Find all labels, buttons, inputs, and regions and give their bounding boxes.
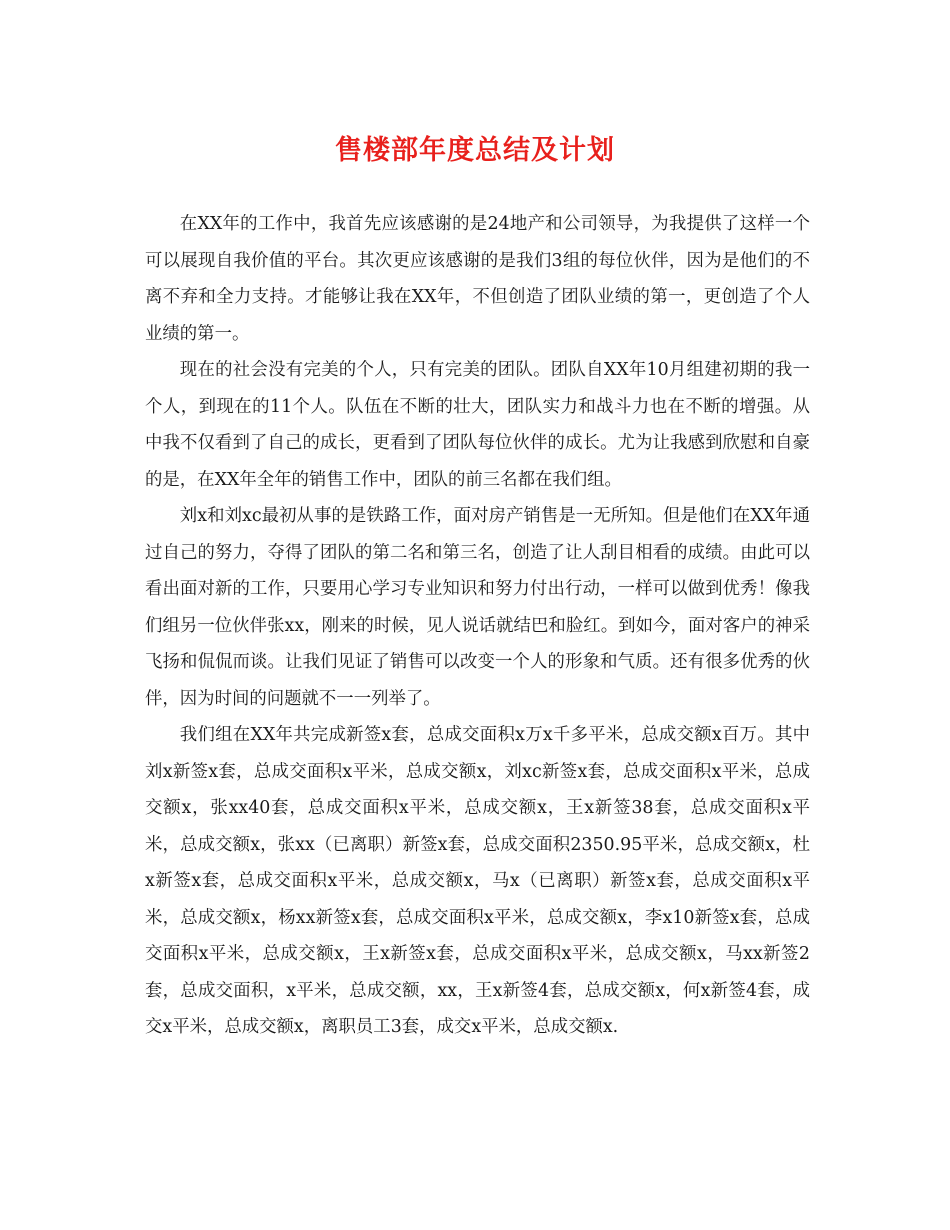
paragraph-team-members: 刘x和刘xc最初从事的是铁路工作，面对房产销售是一无所知。但是他们在XX年通过自己的努力，夺得了团队的第二名和第三名，创造了让人刮目相看的成绩。由此可以看出面对新的工作，只要用心学习专业知识和努力付出行动，一样可以做到优秀！像我们组另一位伙伴张xx，刚来的时候，见人说话就结巴和脸红。到如今，面对客户的神采飞扬和侃侃而谈。让我们见证了销售可以改变一个人的形象和气质。还有很多优秀的伙伴，因为时间的问题就不一一列举了。: [145, 506, 810, 709]
document-title: 售楼部年度总结及计划: [335, 135, 615, 166]
paragraph-acknowledgement: 在XX年的工作中，我首先应该感谢的是24地产和公司领导，为我提供了这样一个可以展现自我价值的平台。其次更应该感谢的是我们3组的每位伙伴，因为是他们的不离不弃和全力支持。才能够让我在XX年，不但创造了团队业绩的第一，更创造了个人业绩的第一。: [145, 214, 810, 344]
document-body: [145, 206, 810, 1046]
paragraph-team-growth: 现在的社会没有完美的个人，只有完美的团队。团队自XX年10月组建初期的我一个人，到现在的11个人。队伍在不断的壮大，团队实力和战斗力也在不断的增强。从中我不仅看到了自己的成长，更看到了团队每位伙伴的成长。尤为让我感到欣慰和自豪的是，在XX年全年的销售工作中，团队的前三名都在我们组。: [145, 360, 810, 490]
paragraph-sales-figures: 我们组在XX年共完成新签x套，总成交面积x万x千多平米，总成交额x百万。其中刘x新签x套，总成交面积x平米，总成交额x，刘xc新签x套，总成交面积x平米，总成交额x，张xx40套，总成交面积x平米，总成交额x，王x新签38套，总成交面积x平米，总成交额x，张xx（已离职）新签x套，总成交面积2350.95平米，总成交额x，杜x新签x套，总成交面积x平米，总成交额x，马x（已离职）新签x套，总成交面积x平米，总成交额x，杨xx新签x套，总成交面积x平米，总成交额x，李x10新签x套，总成交面积x平米，总成交额x，王x新签x套，总成交面积x平米，总成交额x，马xx新签2套，总成交面积，x平米，总成交额，xx，王x新签4套，总成交额x，何x新签4套，成交x平米，总成交额x，离职员工3套，成交x平米，总成交额x.: [145, 725, 810, 1037]
